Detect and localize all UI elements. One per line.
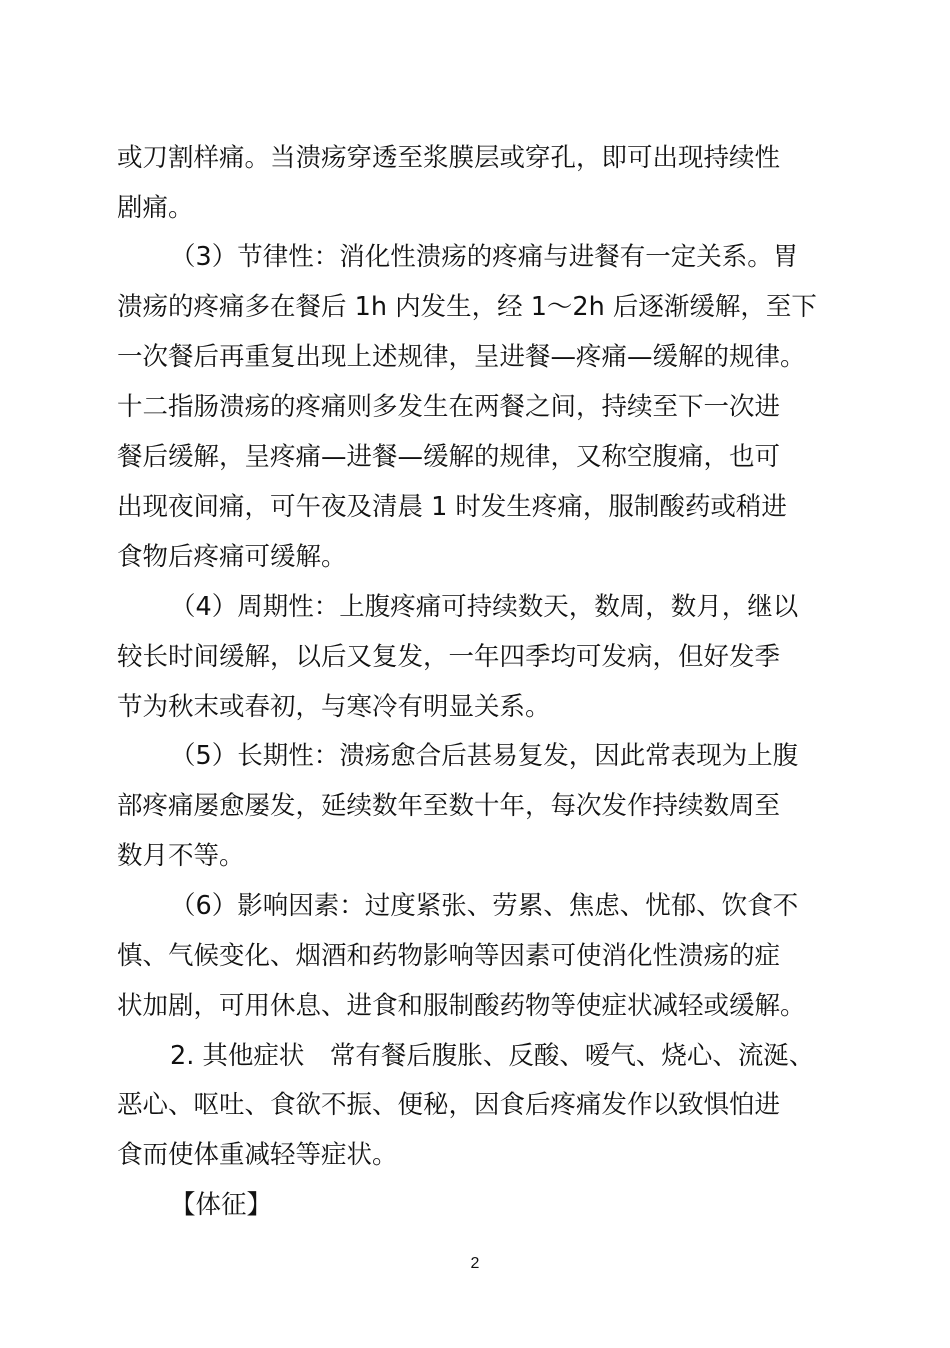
paragraph-periodicity-start: （4）周期性：上腹疼痛可持续数天，数周，数月，继以 <box>170 592 799 622</box>
paragraph-factors-start: （6）影响因素：过度紧张、劳累、焦虑、忧郁、饮食不 <box>170 891 799 921</box>
text-line: 十二指肠溃疡的疼痛则多发生在两餐之间，持续至下一次进 <box>117 392 781 422</box>
paragraph-chronicity-start: （5）长期性：溃疡愈合后甚易复发，因此常表现为上腹 <box>170 741 799 771</box>
text-line: 食而使体重减轻等症状。 <box>117 1140 398 1170</box>
page-number: 2 <box>470 1255 480 1272</box>
text-line: 溃疡的疼痛多在餐后 1h 内发生，经 1～2h 后逐渐缓解，至下 <box>117 292 817 322</box>
text-line: 餐后缓解，呈疼痛—进餐—缓解的规律，又称空腹痛，也可 <box>117 442 781 472</box>
text-line: 食物后疼痛可缓解。 <box>117 542 347 572</box>
text-line: 状加剧，可用休息、进食和服制酸药物等使症状减轻或缓解。 <box>117 991 806 1021</box>
text-line: 一次餐后再重复出现上述规律，呈进餐—疼痛—缓解的规律。 <box>117 342 806 372</box>
text-line: 数月不等。 <box>117 841 245 871</box>
text-line: 较长时间缓解，以后又复发，一年四季均可发病，但好发季 <box>117 642 781 672</box>
text-line: 出现夜间痛，可午夜及清晨 1 时发生疼痛，服制酸药或稍进 <box>117 492 787 522</box>
text-line: 节为秋末或春初，与寒冷有明显关系。 <box>117 692 551 722</box>
paragraph-rhythm-start: （3）节律性：消化性溃疡的疼痛与进餐有一定关系。胃 <box>170 242 799 272</box>
section-heading-signs: 【体征】 <box>170 1190 273 1220</box>
text-line: 恶心、呕吐、食欲不振、便秘，因食后疼痛发作以致惧怕进 <box>117 1090 781 1120</box>
text-line: 或刀割样痛。当溃疡穿透至浆膜层或穿孔，即可出现持续性 <box>117 143 781 173</box>
text-line: 剧痛。 <box>117 193 194 223</box>
text-line: 慎、气候变化、烟酒和药物影响等因素可使消化性溃疡的症 <box>117 941 781 971</box>
paragraph-other-symptoms-start: 2. 其他症状 常有餐后腹胀、反酸、嗳气、烧心、流涎、 <box>170 1041 815 1071</box>
text-line: 部疼痛屡愈屡发，延续数年至数十年，每次发作持续数周至 <box>117 791 781 821</box>
